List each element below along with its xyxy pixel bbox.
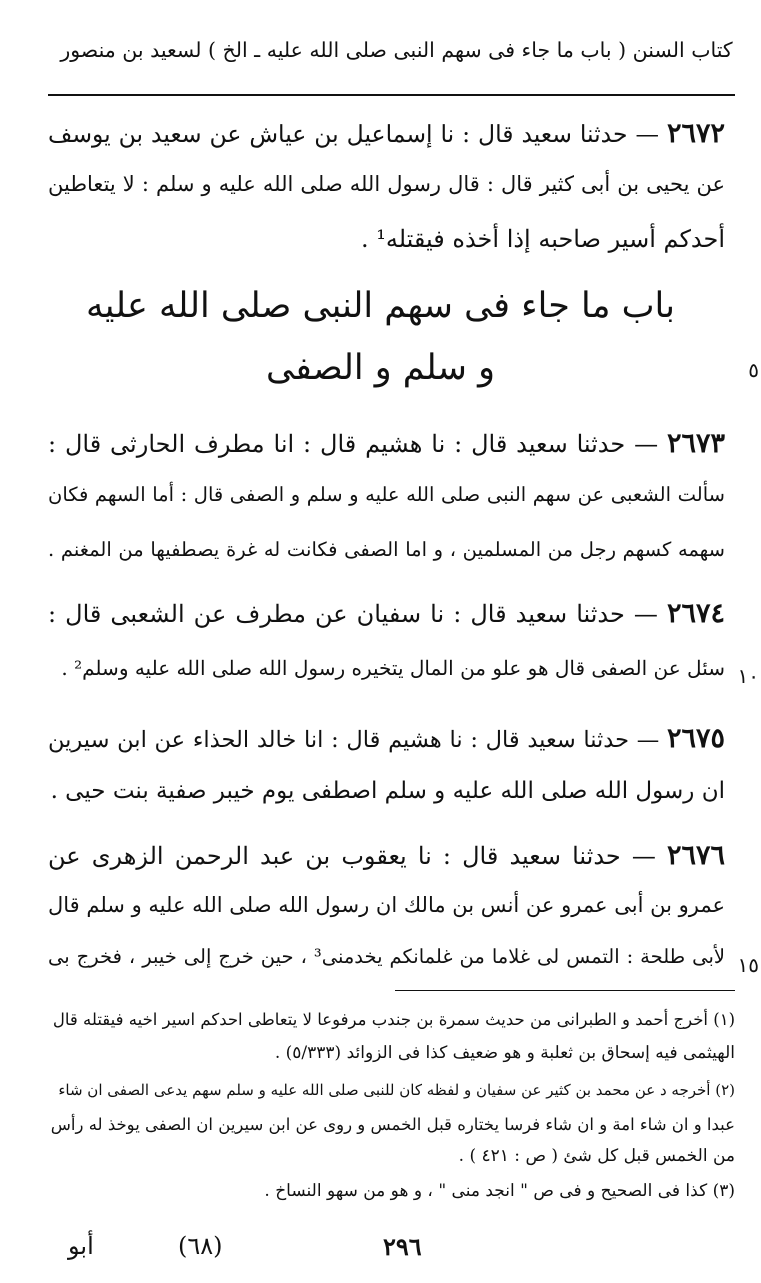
margin-line-marker: ١٠ xyxy=(737,664,759,688)
chapter-title-line-1: باب ما جاء فى سهم النبى صلى الله عليه xyxy=(86,286,675,326)
footnote-2-line-1: (٢) أخرجه د عن محمد بن كثير عن سفيان و لفظه كان للنبى صلى الله عليه و سلم سهم يدعى الصفى ان شاء xyxy=(58,1081,735,1099)
hadith-text: — حدثنا سعيد قال : نا سفيان عن مطرف عن الشعبى قال : xyxy=(48,600,658,628)
hadith-number: ٢٦٧٣ xyxy=(666,428,725,459)
chapter-title-line-2: و سلم و الصفى xyxy=(265,348,495,388)
hadith-2675-line-2: ان رسول الله صلى الله عليه و سلم اصطفى يوم خيبر صفية بنت حيى . xyxy=(50,778,725,804)
footnote-1-line-1: (١) أخرج أحمد و الطبرانى من حديث سمرة بن جندب مرفوعا لا يتعاطى احدكم اسير اخيه فيقتله قال xyxy=(52,1010,735,1029)
hadith-number: ٢٦٧٢ xyxy=(666,118,725,149)
hadith-text: — حدثنا سعيد قال : نا يعقوب بن عبد الرحمن الزهرى عن xyxy=(48,842,656,870)
hadith-2673-line-2: سألت الشعبى عن سهم النبى صلى الله عليه و سلم و الصفى قال : أما السهم فكان xyxy=(48,483,725,506)
hadith-number: ٢٦٧٥ xyxy=(667,723,726,754)
margin-line-marker: ١٥ xyxy=(737,953,759,977)
hadith-2674-line-1 xyxy=(48,598,725,629)
footnote-rule xyxy=(395,990,735,991)
hadith-2672-line-2: عن يحيى بن أبى كثير قال : قال رسول الله صلى الله عليه و سلم : لا يتعاطين xyxy=(48,172,725,196)
hadith-2674-line-2: سئل عن الصفى قال هو علو من المال يتخيره رسول الله صلى الله عليه وسلم² . xyxy=(61,656,725,680)
hadith-number: ٢٦٧٤ xyxy=(666,598,725,629)
hadith-text: — حدثنا سعيد قال : نا إسماعيل بن عياش عن سعيد بن يوسف xyxy=(48,120,660,148)
hadith-2675-line-1 xyxy=(48,723,725,754)
volume-number: (٦٨) xyxy=(178,1232,223,1260)
footnote-2-line-3: من الخمس قبل كل شئ ( ص : ٤٢١ ) . xyxy=(458,1146,735,1166)
hadith-2672-line-3: أحدكم أسير صاحبه إذا أخذه فيقتله¹ . xyxy=(360,225,725,253)
hadith-2676-line-1 xyxy=(48,840,725,871)
hadith-2676-line-3: لأبى طلحة : التمس لى غلاما من غلمانكم يخدمنى³ ، حين خرج إلى خيبر ، فخرج بى xyxy=(48,945,725,968)
margin-line-marker: ٥ xyxy=(748,358,759,382)
hadith-text: — حدثنا سعيد قال : نا هشيم قال : انا خالد الحذاء عن ابن سيرين xyxy=(48,727,660,753)
hadith-2676-line-2: عمرو بن أبى عمرو عن أنس بن مالك ان رسول الله صلى الله عليه و سلم قال xyxy=(48,893,725,917)
footnote-3-line-1: (٣) كذا فى الصحيح و فى ص " انجد منى " ، و هو من سهو النساخ . xyxy=(264,1181,735,1201)
footnote-2-line-2: عبدا و ان شاء امة و ان شاء فرسا يختاره قبل الخمس و روى عن ابن سيرين ان الصفى يوخذ له رأس xyxy=(50,1115,735,1134)
page-number: ٢٩٦ xyxy=(383,1232,422,1261)
catchword: أبو xyxy=(68,1232,94,1260)
hadith-number: ٢٦٧٦ xyxy=(666,840,725,871)
hadith-2672-line-1 xyxy=(48,118,725,149)
hadith-2673-line-1 xyxy=(48,428,725,459)
header-rule xyxy=(48,94,735,96)
running-header: كتاب السنن ( باب ما جاء فى سهم النبى صلى الله عليه ـ الخ ) لسعيد بن منصور xyxy=(60,38,733,62)
hadith-2673-line-3: سهمه كسهم رجل من المسلمين ، و اما الصفى فكانت له غرة يصطفيها من المغنم . xyxy=(48,538,725,561)
hadith-text: — حدثنا سعيد قال : نا هشيم قال : انا مطرف الحارثى قال : xyxy=(48,430,659,458)
footnote-1-line-2: الهيثمى فيه إسحاق بن ثعلبة و هو ضعيف كذا فى الزوائد (٥/٣٣٣) . xyxy=(274,1043,735,1063)
